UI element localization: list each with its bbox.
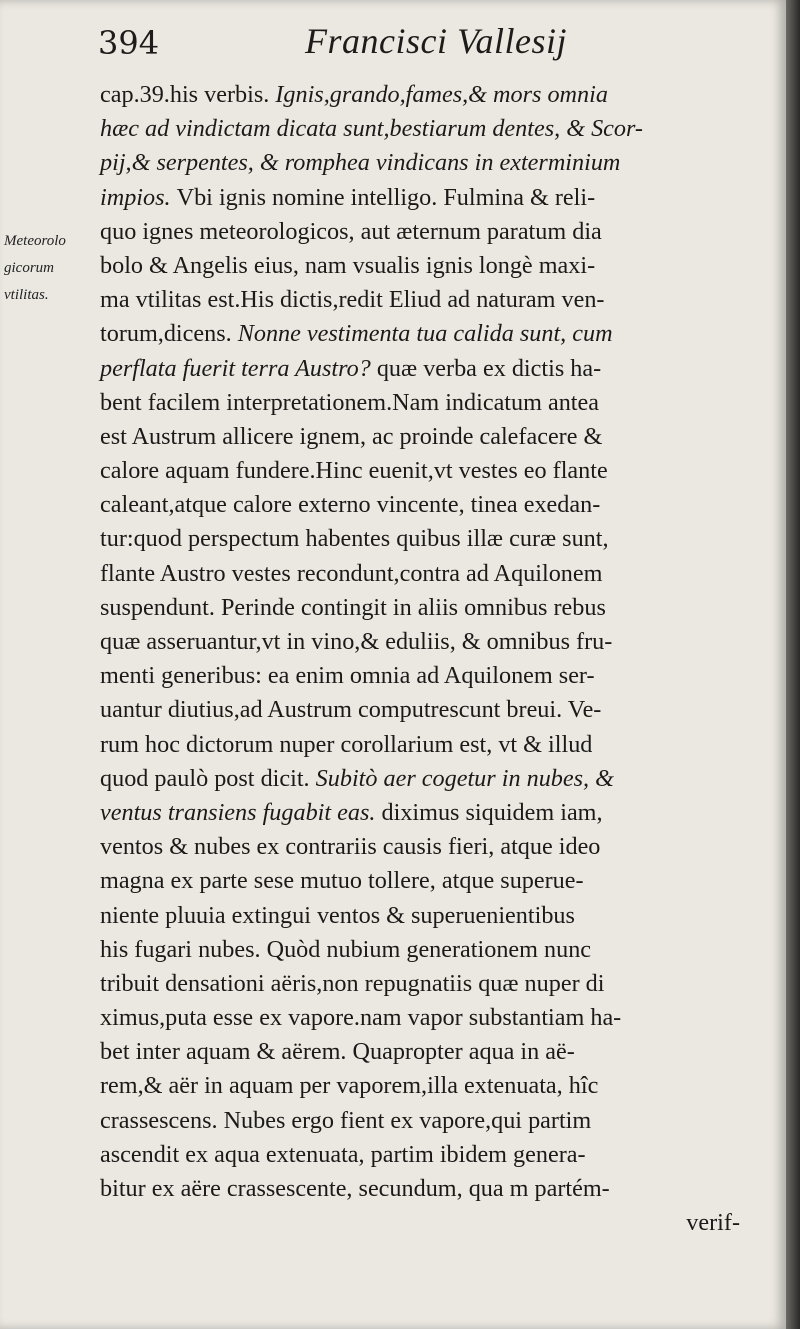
roman-text: calore aquam fundere.Hinc euenit,vt vestes eo flante	[100, 457, 608, 485]
roman-text: suspendunt. Perinde contingit in aliis omnibus rebus	[100, 593, 606, 621]
roman-text: est Austrum allicere ignem, ac proinde calefacere &	[100, 422, 603, 450]
roman-text: crassescens. Nubes ergo fient ex vapore,qui partim	[100, 1106, 592, 1134]
text-line	[100, 146, 740, 180]
roman-text: bolo & Angelis eius, nam vsualis ignis longè maxi-	[100, 251, 596, 279]
text-line	[100, 488, 740, 522]
roman-text: quo ignes meteorologicos, aut æternum paratum dia	[100, 217, 602, 245]
roman-text: tur:quod perspectum habentes quibus illæ curæ sunt,	[100, 525, 609, 553]
roman-text: rum hoc dictorum nuper corollarium est, vt & illud	[100, 730, 593, 758]
text-line	[100, 317, 740, 351]
margin-note-line: gicorum	[4, 260, 54, 276]
text-line	[100, 1069, 740, 1103]
text-line	[100, 1138, 740, 1172]
italic-text: Subitò aer cogetur in nubes, &	[315, 764, 614, 792]
text-line	[100, 762, 740, 796]
roman-text: diximus siquidem iam,	[381, 798, 603, 826]
text-line	[100, 967, 740, 1001]
roman-text: quod paulò post dicit.	[100, 764, 316, 792]
roman-text: bitur ex aëre crassescente, secundum, qua m partém-	[100, 1175, 610, 1202]
text-line	[100, 386, 740, 420]
roman-text: torum,dicens.	[100, 320, 238, 348]
margin-note-line: vtilitas.	[4, 287, 49, 303]
roman-text: quæ asseruantur,vt in vino,& eduliis, & omnibus fru-	[100, 628, 613, 655]
roman-text: ascendit ex aqua extenuata, partim ibidem genera-	[100, 1140, 586, 1168]
text-line	[100, 1001, 740, 1035]
roman-text: flante Austro vestes recondunt,contra ad Aquilonem	[100, 559, 603, 587]
page-header	[0, 14, 786, 74]
text-line	[100, 864, 740, 898]
text-line	[100, 420, 740, 454]
text-line	[100, 1172, 740, 1206]
roman-text: magna ex parte sese mutuo tollere, atque superue-	[100, 867, 584, 895]
text-line	[100, 728, 740, 762]
italic-text: hæc ad vindictam dicata sunt,bestiarum dentes, & Scor-	[100, 115, 643, 143]
book-gutter	[786, 0, 800, 1329]
roman-text: ventos & nubes ex contrariis causis fieri, atque ideo	[100, 833, 601, 861]
text-line	[100, 112, 740, 146]
italic-text: Ignis,grando,fames,& mors omnia	[275, 81, 608, 108]
text-line	[100, 933, 740, 967]
roman-text: bet inter aquam & aërem. Quapropter aqua in aë-	[100, 1038, 575, 1066]
running-head: Francisci Vallesij	[305, 21, 567, 61]
text-line	[100, 899, 740, 933]
italic-text: ventus transiens fugabit eas.	[100, 798, 382, 826]
italic-text: impios.	[100, 183, 177, 211]
italic-text: pij,& serpentes, & romphea vindicans in exterminium	[100, 149, 621, 177]
roman-text: menti generibus: ea enim omnia ad Aquilonem ser-	[100, 662, 595, 690]
text-line	[100, 283, 740, 317]
text-line	[100, 557, 740, 591]
text-line	[100, 625, 740, 659]
text-line	[100, 1104, 740, 1138]
margin-note	[4, 228, 96, 309]
text-line	[100, 693, 740, 727]
text-line	[100, 181, 740, 215]
roman-text: ma vtilitas est.His dictis,redit Eliud ad naturam ven-	[100, 286, 605, 314]
text-line	[100, 830, 740, 864]
italic-text: perflata fuerit terra Austro?	[100, 354, 377, 382]
text-line	[100, 591, 740, 625]
roman-text: Vbi ignis nomine intelligo. Fulmina & reli-	[176, 183, 596, 211]
text-line	[100, 796, 740, 830]
text-line	[100, 249, 740, 283]
text-line	[100, 659, 740, 693]
roman-text: caleant,atque calore externo vincente, tinea exedan-	[100, 491, 601, 519]
text-line	[100, 352, 740, 386]
text-line	[100, 78, 740, 112]
catchword: verif-	[686, 1209, 740, 1237]
roman-text: cap.39.his verbis.	[100, 81, 276, 108]
roman-text: ximus,puta esse ex vapore.nam vapor substantiam ha-	[100, 1004, 622, 1032]
text-line	[100, 1035, 740, 1069]
roman-text: his fugari nubes. Quòd nubium generationem nunc	[100, 935, 592, 963]
text-line	[100, 454, 740, 488]
roman-text: rem,& aër in aquam per vaporem,illa extenuata, hîc	[100, 1072, 599, 1100]
text-line	[100, 215, 740, 249]
page-number: 394	[98, 24, 160, 62]
roman-text: niente pluuia extingui ventos & superuenientibus	[100, 901, 575, 929]
roman-text: bent facilem interpretationem.Nam indicatum antea	[100, 388, 599, 416]
body-text	[100, 78, 740, 1240]
text-line	[100, 522, 740, 556]
roman-text: uantur diutius,ad Austrum computrescunt breui. Ve-	[100, 696, 602, 724]
margin-note-line: Meteorolo	[4, 233, 66, 249]
roman-text: tribuit densationi aëris,non repugnatiis quæ nuper di	[100, 969, 605, 997]
roman-text: quæ verba ex dictis ha-	[376, 354, 602, 382]
italic-text: Nonne vestimenta tua calida sunt, cum	[237, 320, 613, 348]
